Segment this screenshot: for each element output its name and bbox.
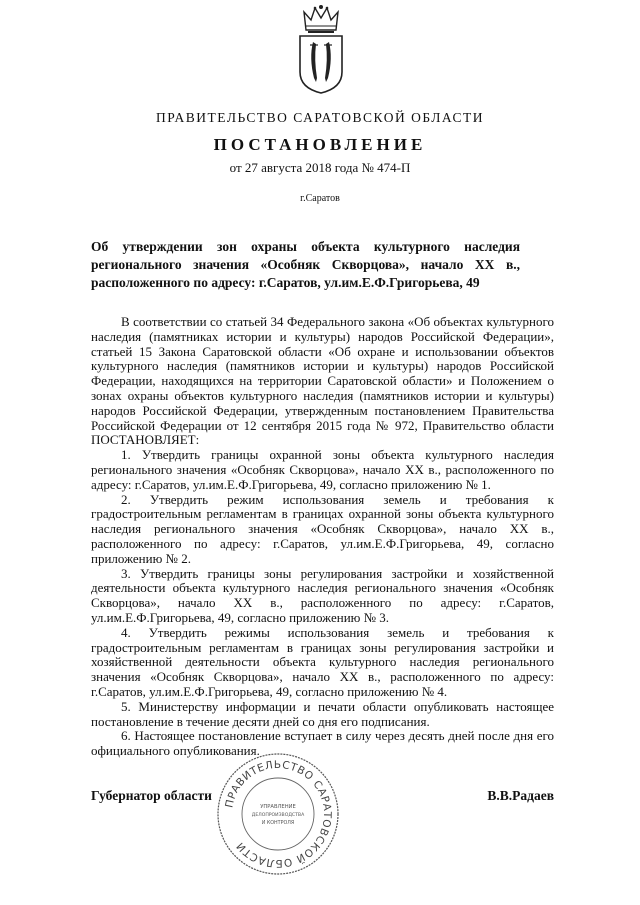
svg-text:И КОНТРОЛЯ: И КОНТРОЛЯ bbox=[261, 821, 295, 826]
subject-line: расположенного по адресу: г.Саратов, ул.им.Е.Ф.Григорьева, 49 bbox=[91, 275, 480, 290]
preamble-paragraph: В соответствии со статьей 34 Федерального закона «Об объектах культурного наследия (памятниках истории и культуры) народов Российской Федерации», статьей 15 Закона Саратовской области «Об охране и использовании объектов культурного наследия (памятников истории и культуры) народов Российской Федерации, находящихся на территории Саратовской области» и Положением о зонах охраны объектов культурного наследия (памятников истории и культуры) народов Российской Федерации, утвержденным постановлением Правительства Российской Федерации от 12 сентября 2015 года № 972, Правительство области ПОСТАНОВЛЯЕТ: bbox=[91, 314, 554, 448]
resolution-item: 3. Утвердить границы зоны регулирования застройки и хозяйственной деятельности объекта культурного наследия регионального значения «Особняк Скворцова», начало XX в., расположенного по адресу: г.Саратов, ул.им.Е.Ф.Григорьева, 49, согласно приложению № 3. bbox=[91, 565, 554, 625]
signatory-title: Губернатор области bbox=[91, 788, 212, 803]
coat-of-arms-icon bbox=[296, 2, 346, 94]
government-title: ПРАВИТЕЛЬСТВО САРАТОВСКОЙ ОБЛАСТИ bbox=[156, 110, 484, 125]
svg-text:УПРАВЛЕНИЕ: УПРАВЛЕНИЕ bbox=[260, 804, 296, 810]
svg-text:ДЕЛОПРОИЗВОДСТВА: ДЕЛОПРОИЗВОДСТВА bbox=[251, 813, 305, 818]
signatory-name: В.В.Радаев bbox=[487, 788, 554, 803]
document-subject bbox=[91, 238, 520, 292]
resolution-item: 4. Утвердить режимы использования земель и требования к градостроительным регламентам в границах зоны регулирования застройки и хозяйственной деятельности объекта культурного наследия регионального значения «Особняк Скворцова», начало XX в., расположенного по адресу: г.Саратов, ул.им.Е.Ф.Григорьева, 49, согласно приложению № 4. bbox=[91, 624, 554, 699]
document-city: г.Саратов bbox=[300, 193, 340, 204]
document-body bbox=[91, 315, 554, 759]
document-type-title: ПОСТАНОВЛЕНИЕ bbox=[213, 135, 427, 154]
official-seal-stamp bbox=[216, 752, 340, 876]
resolution-item: 2. Утвердить режим использования земель и требования к градостроительным регламентам в границах охранной зоны объекта культурного наследия регионального значения «Особняк Скворцова», начало XX в., расположенного по адресу: г.Саратов, ул.им.Е.Ф.Григорьева, 49, согласно приложению № 2. bbox=[91, 491, 554, 566]
subject-line: Об утверждении зон охраны объекта культурного наследия bbox=[91, 239, 520, 254]
resolution-item: 6. Настоящее постановление вступает в силу через десять дней после дня его официального опубликования. bbox=[91, 728, 554, 759]
svg-text:ПРАВИТЕЛЬСТВО САРАТОВСКОЙ ОБЛА: ПРАВИТЕЛЬСТВО САРАТОВСКОЙ ОБЛАСТИ bbox=[223, 758, 334, 870]
subject-line: регионального значения «Особняк Скворцова», начало XX в., bbox=[91, 257, 520, 272]
resolution-item: 1. Утвердить границы охранной зоны объекта культурного наследия регионального значения «Особняк Скворцова», начало XX в., расположенного по адресу: г.Саратов, ул.им.Е.Ф.Григорьева, 49, согласно приложению № 1. bbox=[91, 447, 554, 492]
document-date-number: от 27 августа 2018 года № 474-П bbox=[229, 160, 411, 175]
resolution-item: 5. Министерству информации и печати области опубликовать настоящее постановление в течение десяти дней со дня его подписания. bbox=[91, 698, 554, 729]
